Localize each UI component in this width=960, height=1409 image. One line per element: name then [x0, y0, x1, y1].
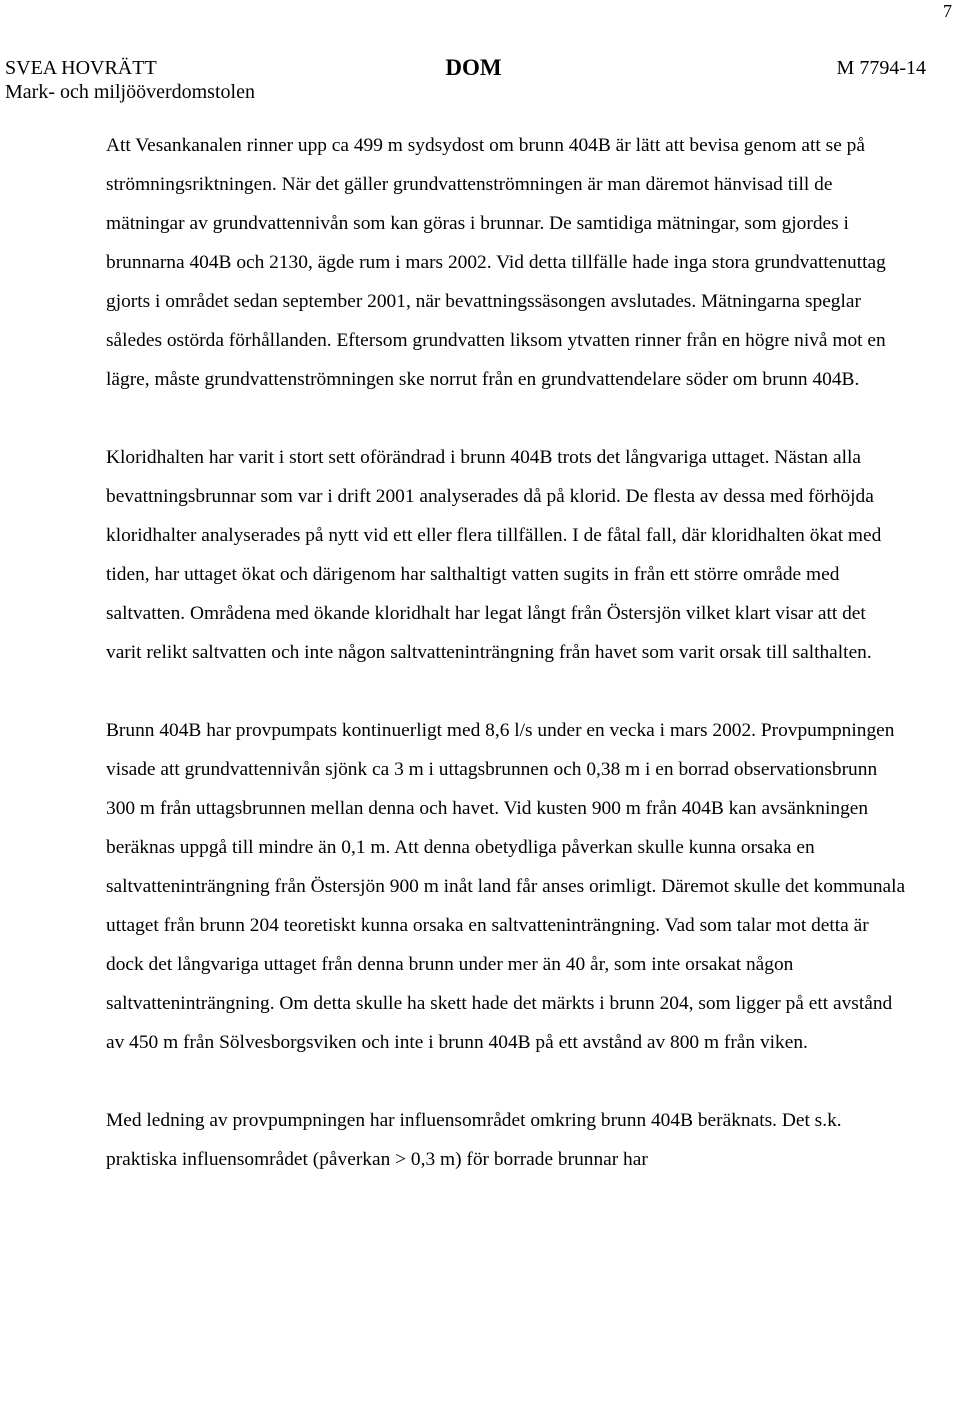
document-body — [106, 126, 906, 1218]
paragraph-1: Att Vesankanalen rinner upp ca 499 m sydsydost om brunn 404B är lätt att bevisa genom att se på strömningsriktningen. När det gäller grundvattenströmningen är man däremot hänvisad till de mätningar av grundvattennivån som kan göras i brunnar. De samtidiga mätningar, som gjordes i brunnarna 404B och 2130, ägde rum i mars 2002. Vid detta tillfälle hade inga stora grundvattenuttag gjorts i området sedan september 2001, när bevattningssäsongen avslutades. Mätningarna speglar således ostörda förhållanden. Eftersom grundvatten liksom ytvatten rinner från en högre nivå mot en lägre, måste grundvattenströmningen ske norrut från en grundvattendelare söder om brunn 404B. — [106, 135, 886, 390]
court-division: Mark- och miljööverdomstolen — [5, 81, 255, 103]
case-number: M 7794-14 — [836, 57, 926, 79]
paragraph-4: Med ledning av provpumpningen har influensområdet omkring brunn 404B beräknats. Det s.k. praktiska influensområdet (påverkan > 0,3 m) för borrade brunnar har — [106, 1110, 842, 1170]
paragraph-2: Kloridhalten har varit i stort sett oförändrad i brunn 404B trots det långvariga uttaget. Nästan alla bevattningsbrunnar som var i drift 2001 analyserades då på klorid. De flesta av dessa med förhöjda kloridhalter analyserades på nytt vid ett eller flera tillfällen. I de fåtal fall, där kloridhalten ökat med tiden, har uttaget ökat och därigenom har salthaltigt vatten sugits in från ett större område med saltvatten. Områdena med ökande kloridhalt har legat långt från Östersjön vilket klart visar att det varit relikt saltvatten och inte någon saltvatteninträngning från havet som varit orsak till salthalten. — [106, 447, 882, 663]
court-name: SVEA HOVRÄTT — [5, 57, 157, 79]
document-header — [5, 56, 926, 106]
paragraph-3: Brunn 404B har provpumpats kontinuerligt med 8,6 l/s under en vecka i mars 2002. Provpumpningen visade att grundvattennivån sjönk ca 3 m i uttagsbrunnen och 0,38 m i en borrad observationsbrunn 300 m från uttagsbrunnen mellan denna och havet. Vid kusten 900 m från 404B kan avsänkningen beräknas uppgå till mindre än 0,1 m. Att denna obetydliga påverkan skulle kunna orsaka en saltvatteninträngning från Östersjön 900 m inåt land får anses orimligt. Däremot skulle det kommunala uttaget från brunn 204 teoretiskt kunna orsaka en saltvatteninträngning. Vad som talar mot detta är dock det långvariga uttaget från denna brunn under mer än 40 år, som inte orsakat någon saltvatteninträngning. Om detta skulle ha skett hade det märkts i brunn 204, som ligger på ett avstånd av 450 m från Sölvesborgsviken och inte i brunn 404B på ett avstånd av 800 m från viken. — [106, 720, 906, 1053]
document-type: DOM — [445, 55, 502, 80]
page-number: 7 — [943, 1, 952, 21]
